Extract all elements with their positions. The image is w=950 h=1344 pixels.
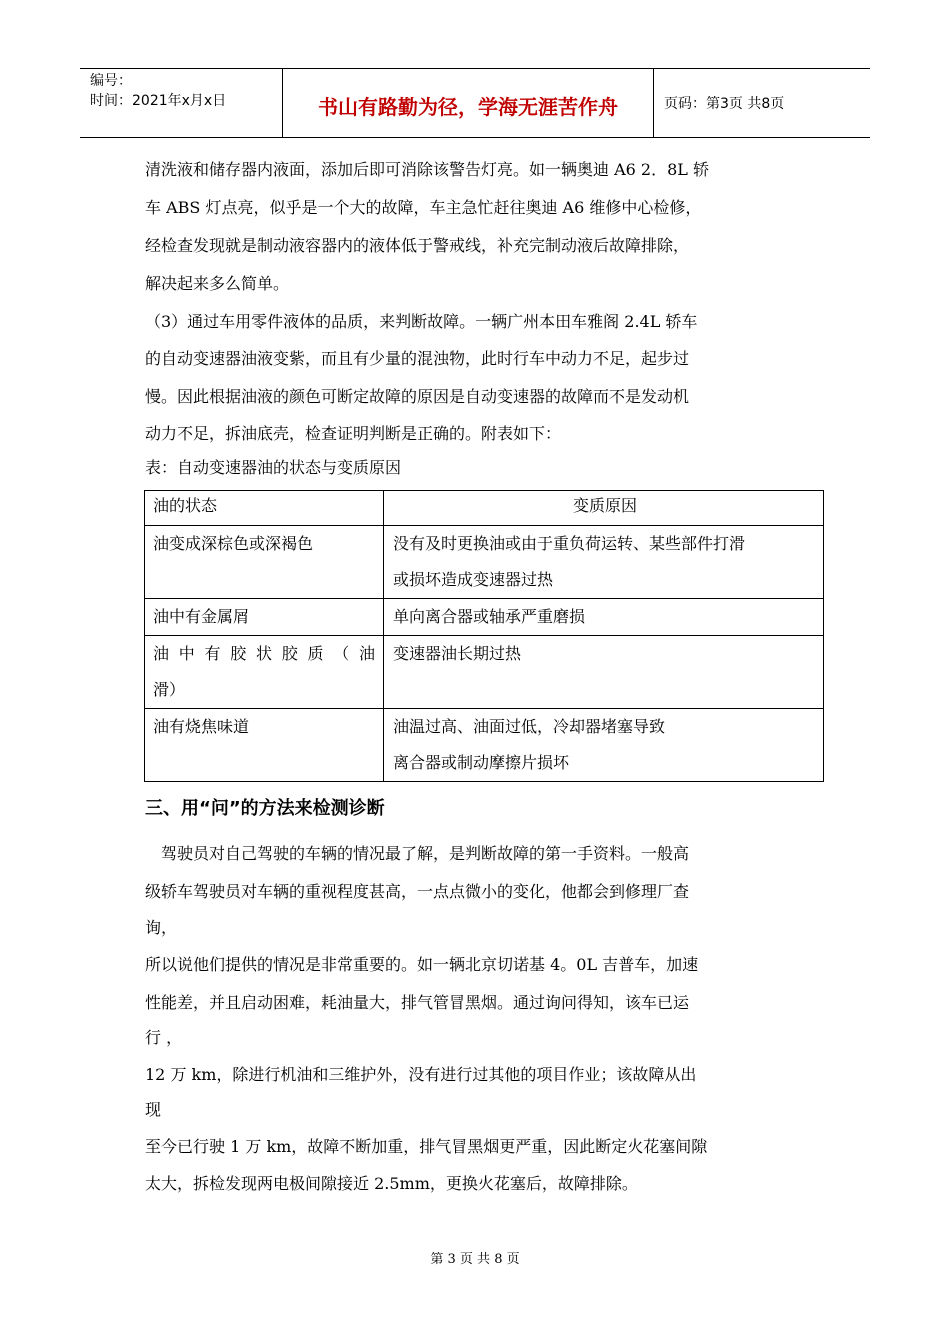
state-line: 油中有胶状胶质（油: [153, 644, 375, 663]
header-motto-cell: [283, 69, 654, 137]
paragraph-line: 清洗液和储存器内液面，添加后即可消除该警告灯亮。如一辆奥迪 A6 2．8L 轿: [145, 160, 709, 179]
paragraph-line: 动力不足，拆油底壳，检查证明判断是正确的。附表如下：: [145, 424, 562, 443]
table-cell-cause: 变速器油长期过热: [384, 636, 824, 709]
table-header-cell: 油的状态: [145, 491, 384, 526]
cause-line: 油温过高、油面过低，冷却器堵塞导致: [393, 717, 666, 736]
table-cell-cause: [384, 526, 824, 599]
table-cell-cause: 单向离合器或轴承严重磨损: [384, 599, 824, 636]
state-line: 滑）: [153, 680, 186, 699]
paragraph-line: 经检查发现就是制动液容器内的液体低于警戒线，补充完制动液后故障排除，: [145, 236, 690, 255]
table-cell-state: [145, 636, 384, 709]
paragraph-line: 12 万 km，除进行机油和三维护外，没有进行过其他的项目作业；该故障从出: [145, 1065, 697, 1084]
paragraph-line: 所以说他们提供的情况是非常重要的。如一辆北京切诺基 4。0L 吉普车，加速: [145, 955, 699, 974]
paragraph-line: 驾驶员对自己驾驶的车辆的情况最了解，是判断故障的第一手资料。一般高: [145, 844, 690, 863]
paragraph-line: 车 ABS 灯点亮，似乎是一个大的故障，车主急忙赶往奥迪 A6 维修中心检修，: [145, 198, 702, 217]
header-page-cell: [654, 69, 870, 137]
paragraph-line: 至今已行驶 1 万 km，故障不断加重，排气冒黑烟更严重，因此断定火花塞间隙: [145, 1137, 708, 1156]
table-header-row: [145, 491, 824, 526]
cause-line: 或损坏造成变速器过热: [393, 570, 554, 589]
paragraph-line: 行 ，: [145, 1028, 183, 1047]
paragraph-line: 现: [145, 1100, 162, 1119]
paragraph-line: 的自动变速器油液变紫，而且有少量的混浊物，此时行车中动力不足，起步过: [145, 349, 690, 368]
table-header-cell: 变质原因: [384, 491, 824, 526]
table-row: [145, 526, 824, 599]
table-cell-state: 油变成深棕色或深褐色: [145, 526, 384, 599]
paragraph-line: 性能差，并且启动困难，耗油量大，排气管冒黑烟。通过询问得知，该车已运: [145, 993, 690, 1012]
table-row: [145, 709, 824, 782]
paragraph-line: 解决起来多么简单。: [145, 274, 290, 293]
header-motto: 书山有路勤为径，学海无涯苦作舟: [318, 95, 618, 119]
paragraph-line: 级轿车驾驶员对车辆的重视程度甚高，一点点微小的变化，他都会到修理厂查: [145, 882, 690, 901]
oil-condition-table: [144, 490, 824, 782]
paragraph-line: （3）通过车用零件液体的品质，来判断故障。一辆广州本田车雅阁 2.4L 轿车: [145, 312, 698, 331]
cause-line: 没有及时更换油或由于重负荷运转、某些部件打滑: [393, 534, 746, 553]
document-time-label: 时间：2021年x月x日: [90, 93, 227, 109]
header-info-cell: [80, 69, 283, 137]
cause-line: 离合器或制动摩擦片损坏: [393, 753, 570, 772]
header-page-number: 页码：第3页 共8页: [664, 96, 785, 112]
table-row: [145, 599, 824, 636]
table-caption: 表：自动变速器油的状态与变质原因: [145, 458, 402, 477]
table-row: [145, 636, 824, 709]
paragraph-line: 慢。因此根据油液的颜色可断定故障的原因是自动变速器的故障而不是发动机: [145, 387, 690, 406]
table-cell-state: 油中有金属屑: [145, 599, 384, 636]
paragraph-line: 询，: [145, 918, 178, 937]
paragraph-line: 太大，拆检发现两电极间隙接近 2.5mm，更换火花塞后，故障排除。: [145, 1174, 638, 1193]
page-header: [80, 68, 870, 138]
table-cell-cause: [384, 709, 824, 782]
section-heading: 三、用“问”的方法来检测诊断: [145, 798, 385, 819]
document-number-label: 编号：: [90, 73, 132, 89]
page-footer: 第 3 页 共 8 页: [430, 1252, 520, 1267]
table-cell-state: 油有烧焦味道: [145, 709, 384, 782]
